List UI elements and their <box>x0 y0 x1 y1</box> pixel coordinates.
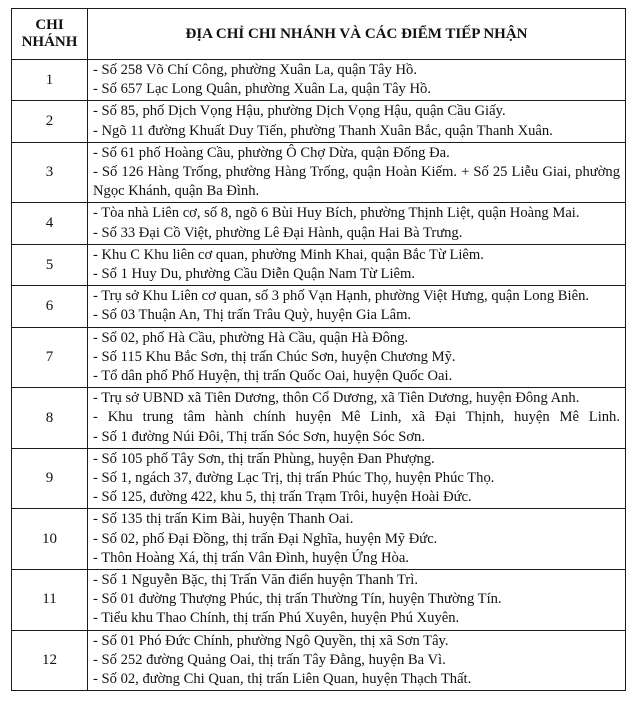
table-row <box>12 448 626 509</box>
header-branch-line2: NHÁNH <box>21 34 78 50</box>
table-row <box>12 101 626 142</box>
branch-number: 9 <box>12 448 88 509</box>
branch-addresses <box>88 570 626 631</box>
branch-number: 4 <box>12 203 88 244</box>
header-branch-line1: CHI <box>35 17 64 33</box>
table-row <box>12 388 626 449</box>
address-line: - Số 02, đường Chi Quan, thị trấn Liên Quan, huyện Thạch Thất. <box>93 671 472 688</box>
address-line: - Tổ dân phố Phố Huyện, thị trấn Quốc Oai, huyện Quốc Oai. <box>93 368 453 385</box>
address-line: - Số 1 đường Núi Đôi, Thị trấn Sóc Sơn, huyện Sóc Sơn. <box>93 428 425 445</box>
branch-addresses <box>88 60 626 101</box>
branch-number: 8 <box>12 388 88 449</box>
branch-address-table <box>11 8 626 691</box>
branch-addresses <box>88 101 626 142</box>
branch-number: 12 <box>12 630 88 691</box>
address-line: - Số 85, phố Dịch Vọng Hậu, phường Dịch Vọng Hậu, quận Cầu Giấy. <box>93 103 506 120</box>
address-line: - Số 252 đường Quảng Oai, thị trấn Tây Đằng, huyện Ba Vì. <box>93 651 446 668</box>
address-line: - Trụ sở Khu Liên cơ quan, số 3 phố Vạn Hạnh, phường Việt Hưng, quận Long Biên. <box>93 288 590 305</box>
branch-addresses <box>88 244 626 285</box>
address-line: - Khu C Khu liên cơ quan, phường Minh Khai, quận Bắc Từ Liêm. <box>93 246 484 263</box>
address-line: - Tòa nhà Liên cơ, số 8, ngõ 6 Bùi Huy Bích, phường Thịnh Liệt, quận Hoàng Mai. <box>93 205 580 222</box>
address-line: - Số 105 phố Tây Sơn, thị trấn Phùng, huyện Đan Phượng. <box>93 450 435 467</box>
address-line: - Số 1, ngách 37, đường Lạc Trị, thị trấn Phúc Thọ, huyện Phúc Thọ. <box>93 470 495 487</box>
address-line: - Số 126 Hàng Trống, phường Hàng Trống, quận Hoàn Kiếm. + Số 25 Liễu Giai, phường Ngọc Khánh, quận Ba Đình. <box>93 164 620 200</box>
address-line: - Số 61 phố Hoàng Cầu, phường Ô Chợ Dừa, quận Đống Đa. <box>93 144 450 161</box>
address-line: - Số 258 Võ Chí Công, phường Xuân La, quận Tây Hồ. <box>93 62 417 78</box>
address-line: - Số 125, đường 422, khu 5, thị trấn Trạm Trôi, huyện Hoài Đức. <box>93 489 472 506</box>
table-row <box>12 630 626 691</box>
branch-addresses <box>88 509 626 570</box>
address-line: - Số 135 thị trấn Kim Bài, huyện Thanh Oai. <box>93 511 354 528</box>
branch-number: 2 <box>12 101 88 142</box>
branch-number: 6 <box>12 286 88 327</box>
branch-addresses <box>88 327 626 388</box>
table-row <box>12 327 626 388</box>
address-line: - Số 03 Thuận An, Thị trấn Trâu Quỳ, huyện Gia Lâm. <box>93 307 412 324</box>
branch-addresses <box>88 630 626 691</box>
branch-number: 3 <box>12 142 88 203</box>
branch-addresses <box>88 286 626 327</box>
address-line: - Số 01 đường Thượng Phúc, thị trấn Thường Tín, huyện Thường Tín. <box>93 591 502 608</box>
branch-address-table-container <box>11 8 625 691</box>
address-line: - Số 1 Nguyễn Bặc, thị Trấn Văn điển huyện Thanh Trì. <box>93 572 418 589</box>
table-row <box>12 286 626 327</box>
address-line: - Số 115 Khu Bắc Sơn, thị trấn Chúc Sơn, huyện Chương Mỹ. <box>93 348 456 365</box>
branch-addresses <box>88 203 626 244</box>
header-branch <box>12 9 88 60</box>
table-row <box>12 142 626 203</box>
table-header-row <box>12 9 626 60</box>
address-line: - Khu trung tâm hành chính huyện Mê Linh, xã Đại Thịnh, huyện Mê Linh. <box>93 409 620 426</box>
branch-addresses <box>88 388 626 449</box>
table-row <box>12 60 626 101</box>
header-address: ĐỊA CHỈ CHI NHÁNH VÀ CÁC ĐIỂM TIẾP NHẬN <box>88 9 626 60</box>
table-row <box>12 570 626 631</box>
branch-number: 1 <box>12 60 88 101</box>
address-line: - Tiểu khu Thao Chính, thị trấn Phú Xuyên, huyện Phú Xuyên. <box>93 610 460 627</box>
address-line: - Số 657 Lạc Long Quân, phường Xuân La, quận Tây Hồ. <box>93 81 431 98</box>
address-line: - Số 01 Phó Đức Chính, phường Ngô Quyền, thị xã Sơn Tây. <box>93 632 449 649</box>
branch-number: 7 <box>12 327 88 388</box>
address-line: - Trụ sở UBND xã Tiên Dương, thôn Cổ Dương, xã Tiên Dương, huyện Đông Anh. <box>93 390 580 407</box>
table-row <box>12 509 626 570</box>
table-row <box>12 203 626 244</box>
branch-number: 11 <box>12 570 88 631</box>
address-line: - Số 33 Đại Cồ Việt, phường Lê Đại Hành, quận Hai Bà Trưng. <box>93 224 463 241</box>
address-line: - Ngõ 11 đường Khuất Duy Tiến, phường Thanh Xuân Bắc, quận Thanh Xuân. <box>93 122 553 139</box>
table-row <box>12 244 626 285</box>
address-line: - Thôn Hoàng Xá, thị trấn Vân Đình, huyện Ứng Hòa. <box>93 549 409 566</box>
branch-number: 10 <box>12 509 88 570</box>
address-line: - Số 1 Huy Du, phường Cầu Diễn Quận Nam Từ Liêm. <box>93 266 415 283</box>
branch-addresses <box>88 142 626 203</box>
branch-addresses <box>88 448 626 509</box>
address-line: - Số 02, phố Đại Đồng, thị trấn Đại Nghĩa, huyện Mỹ Đức. <box>93 530 438 547</box>
address-line: - Số 02, phố Hà Cầu, phường Hà Cầu, quận Hà Đông. <box>93 329 409 346</box>
branch-number: 5 <box>12 244 88 285</box>
